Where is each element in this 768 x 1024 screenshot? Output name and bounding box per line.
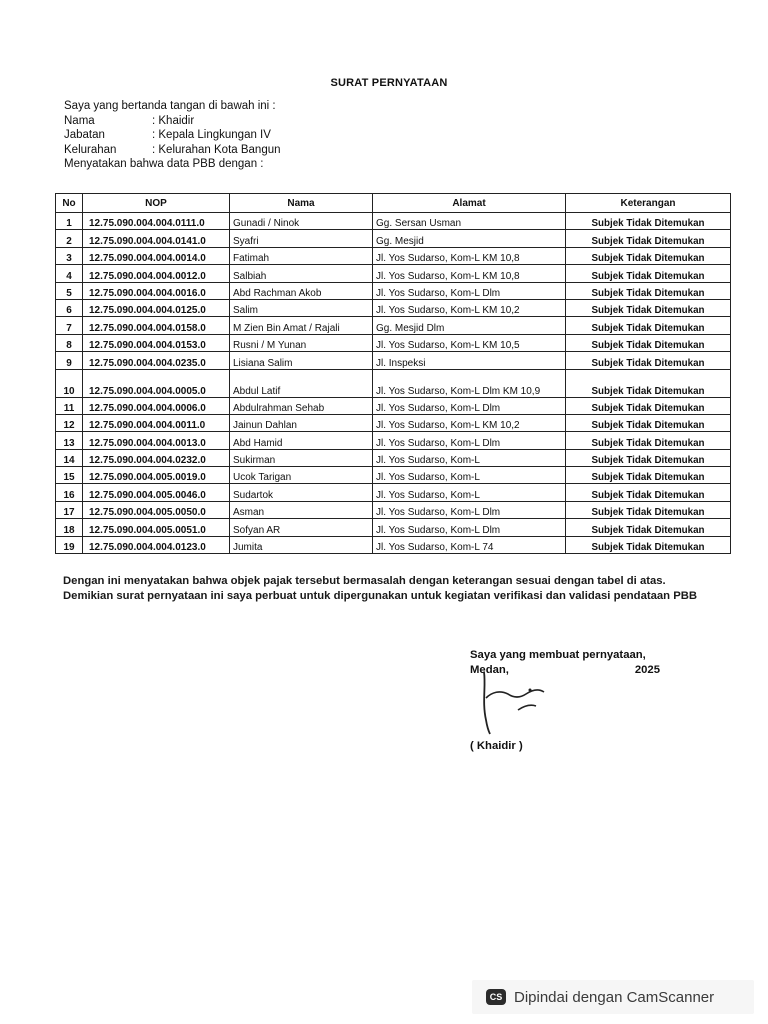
cell-nop: 12.75.090.004.004.0232.0 [83, 449, 230, 466]
field-nama [64, 114, 281, 129]
signature-year: 2025 [634, 664, 660, 676]
cell-keterangan: Subjek Tidak Ditemukan [566, 449, 731, 466]
cell-keterangan: Subjek Tidak Ditemukan [566, 299, 731, 316]
cell-no: 17 [56, 501, 83, 518]
cell-alamat: Jl. Yos Sudarso, Kom-L Dlm [373, 501, 566, 518]
cell-alamat: Jl. Inspeksi [373, 352, 566, 369]
table-row [56, 484, 731, 501]
cell-nama: Sofyan AR [230, 519, 373, 536]
cell-alamat: Gg. Mesjid [373, 230, 566, 247]
cell-keterangan: Subjek Tidak Ditemukan [566, 265, 731, 282]
cell-no: 3 [56, 247, 83, 264]
cell-nama: Asman [230, 501, 373, 518]
cell-nop: 12.75.090.004.004.0111.0 [83, 213, 230, 230]
cell-no: 10 [56, 369, 83, 397]
cell-no: 14 [56, 449, 83, 466]
closing-line: Dengan ini menyatakan bahwa objek pajak tersebut bermasalah dengan keterangan sesuai dengan tabel di atas. [63, 575, 666, 587]
cell-nama: Abd Hamid [230, 432, 373, 449]
cell-keterangan: Subjek Tidak Ditemukan [566, 397, 731, 414]
header-nama: Nama [230, 194, 373, 213]
cell-no: 19 [56, 536, 83, 553]
intro-section [64, 99, 281, 172]
cell-nop: 12.75.090.004.005.0046.0 [83, 484, 230, 501]
field-value: : Khaidir [152, 114, 195, 127]
table-row [56, 282, 731, 299]
cell-nop: 12.75.090.004.005.0019.0 [83, 467, 230, 484]
field-value: : Kelurahan Kota Bangun [152, 143, 281, 156]
signer-name: ( Khaidir ) [470, 740, 523, 752]
field-label: Nama [64, 114, 95, 127]
cell-nama: Jumita [230, 536, 373, 553]
table-row [56, 397, 731, 414]
table-row [56, 536, 731, 553]
table-row [56, 317, 731, 334]
cell-no: 15 [56, 467, 83, 484]
cell-nop: 12.75.090.004.004.0141.0 [83, 230, 230, 247]
cell-alamat: Jl. Yos Sudarso, Kom-L KM 10,2 [373, 414, 566, 431]
cell-nama: Lisiana Salim [230, 352, 373, 369]
cell-keterangan: Subjek Tidak Ditemukan [566, 247, 731, 264]
table-row [56, 230, 731, 247]
table-row [56, 414, 731, 431]
table-row [56, 265, 731, 282]
camscanner-logo-icon: CS [486, 989, 506, 1005]
table-row [56, 213, 731, 230]
cell-alamat: Jl. Yos Sudarso, Kom-L KM 10,5 [373, 334, 566, 351]
cell-nama: Abd Rachman Akob [230, 282, 373, 299]
handwritten-signature [470, 668, 560, 743]
cell-nop: 12.75.090.004.004.0011.0 [83, 414, 230, 431]
cell-keterangan: Subjek Tidak Ditemukan [566, 519, 731, 536]
cell-no: 12 [56, 414, 83, 431]
cell-alamat: Jl. Yos Sudarso, Kom-L Dlm [373, 397, 566, 414]
cell-keterangan: Subjek Tidak Ditemukan [566, 334, 731, 351]
cell-no: 18 [56, 519, 83, 536]
table-header-row [56, 194, 731, 213]
field-label: Kelurahan [64, 143, 117, 156]
cell-alamat: Jl. Yos Sudarso, Kom-L [373, 467, 566, 484]
cell-nama: Salbiah [230, 265, 373, 282]
document-title: SURAT PERNYATAAN [330, 77, 448, 89]
cell-nop: 12.75.090.004.004.0153.0 [83, 334, 230, 351]
cell-keterangan: Subjek Tidak Ditemukan [566, 317, 731, 334]
table-row [56, 369, 731, 397]
table-row [56, 247, 731, 264]
cell-nop: 12.75.090.004.004.0012.0 [83, 265, 230, 282]
cell-nama: Syafri [230, 230, 373, 247]
pbb-data-table [55, 193, 731, 554]
cell-alamat: Jl. Yos Sudarso, Kom-L Dlm KM 10,9 [373, 369, 566, 397]
cell-keterangan: Subjek Tidak Ditemukan [566, 282, 731, 299]
cell-alamat: Jl. Yos Sudarso, Kom-L Dlm [373, 432, 566, 449]
header-keterangan: Keterangan [566, 194, 731, 213]
table-row [56, 299, 731, 316]
cell-keterangan: Subjek Tidak Ditemukan [566, 467, 731, 484]
table-row [56, 432, 731, 449]
table-body [56, 213, 731, 554]
cell-keterangan: Subjek Tidak Ditemukan [566, 536, 731, 553]
cell-no: 16 [56, 484, 83, 501]
cell-nop: 12.75.090.004.004.0014.0 [83, 247, 230, 264]
cell-nama: Gunadi / Ninok [230, 213, 373, 230]
cell-no: 6 [56, 299, 83, 316]
closing-line: Demikian surat pernyataan ini saya perbuat untuk dipergunakan untuk kegiatan verifikasi dan validasi pendataan PBB [63, 590, 698, 602]
table-row [56, 334, 731, 351]
cell-nop: 12.75.090.004.004.0016.0 [83, 282, 230, 299]
cell-nama: Salim [230, 299, 373, 316]
cell-no: 2 [56, 230, 83, 247]
cell-alamat: Jl. Yos Sudarso, Kom-L [373, 484, 566, 501]
cell-alamat: Jl. Yos Sudarso, Kom-L Dlm [373, 282, 566, 299]
cell-nop: 12.75.090.004.004.0123.0 [83, 536, 230, 553]
cell-nop: 12.75.090.004.004.0013.0 [83, 432, 230, 449]
table-row [56, 352, 731, 369]
cell-nama: Fatimah [230, 247, 373, 264]
cell-nop: 12.75.090.004.005.0051.0 [83, 519, 230, 536]
header-alamat: Alamat [373, 194, 566, 213]
cell-nama: Ucok Tarigan [230, 467, 373, 484]
cell-alamat: Gg. Sersan Usman [373, 213, 566, 230]
cell-no: 9 [56, 352, 83, 369]
table-row [56, 467, 731, 484]
cell-nop: 12.75.090.004.005.0050.0 [83, 501, 230, 518]
cell-alamat: Jl. Yos Sudarso, Kom-L Dlm [373, 519, 566, 536]
cell-nop: 12.75.090.004.004.0235.0 [83, 352, 230, 369]
closing-section [63, 574, 697, 604]
cell-alamat: Jl. Yos Sudarso, Kom-L KM 10,2 [373, 299, 566, 316]
cell-no: 1 [56, 213, 83, 230]
camscanner-watermark [472, 980, 754, 1014]
cell-nama: Sukirman [230, 449, 373, 466]
signature-place: Medan, [470, 664, 509, 676]
cell-nama: Rusni / M Yunan [230, 334, 373, 351]
cell-alamat: Jl. Yos Sudarso, Kom-L KM 10,8 [373, 247, 566, 264]
header-no: No [56, 194, 83, 213]
cell-no: 5 [56, 282, 83, 299]
cell-nama: Abdulrahman Sehab [230, 397, 373, 414]
cell-keterangan: Subjek Tidak Ditemukan [566, 352, 731, 369]
field-kelurahan [64, 143, 281, 158]
cell-no: 13 [56, 432, 83, 449]
cell-keterangan: Subjek Tidak Ditemukan [566, 501, 731, 518]
cell-nop: 12.75.090.004.004.0006.0 [83, 397, 230, 414]
cell-alamat: Gg. Mesjid Dlm [373, 317, 566, 334]
cell-no: 7 [56, 317, 83, 334]
cell-nama: Abdul Latif [230, 369, 373, 397]
field-value: : Kepala Lingkungan IV [152, 129, 271, 141]
cell-alamat: Jl. Yos Sudarso, Kom-L [373, 449, 566, 466]
intro-opening: Saya yang bertanda tangan di bawah ini : [64, 100, 276, 112]
cell-alamat: Jl. Yos Sudarso, Kom-L KM 10,8 [373, 265, 566, 282]
cell-nama: Sudartok [230, 484, 373, 501]
cell-keterangan: Subjek Tidak Ditemukan [566, 230, 731, 247]
table-row [56, 519, 731, 536]
cell-nama: Jainun Dahlan [230, 414, 373, 431]
table-row [56, 501, 731, 518]
cell-keterangan: Subjek Tidak Ditemukan [566, 432, 731, 449]
watermark-text: Dipindai dengan CamScanner [514, 988, 715, 1006]
cell-nama: M Zien Bin Amat / Rajali [230, 317, 373, 334]
field-label: Jabatan [64, 129, 105, 141]
cell-nop: 12.75.090.004.004.0005.0 [83, 369, 230, 397]
table-row [56, 449, 731, 466]
cell-keterangan: Subjek Tidak Ditemukan [566, 213, 731, 230]
cell-nop: 12.75.090.004.004.0158.0 [83, 317, 230, 334]
cell-keterangan: Subjek Tidak Ditemukan [566, 484, 731, 501]
signature-intro: Saya yang membuat pernyataan, [470, 649, 646, 661]
cell-keterangan: Subjek Tidak Ditemukan [566, 369, 731, 397]
field-jabatan [64, 128, 281, 143]
cell-no: 11 [56, 397, 83, 414]
cell-no: 8 [56, 334, 83, 351]
cell-no: 4 [56, 265, 83, 282]
cell-alamat: Jl. Yos Sudarso, Kom-L 74 [373, 536, 566, 553]
header-nop: NOP [83, 194, 230, 213]
intro-statement: Menyatakan bahwa data PBB dengan : [64, 158, 264, 170]
cell-keterangan: Subjek Tidak Ditemukan [566, 414, 731, 431]
cell-nop: 12.75.090.004.004.0125.0 [83, 299, 230, 316]
